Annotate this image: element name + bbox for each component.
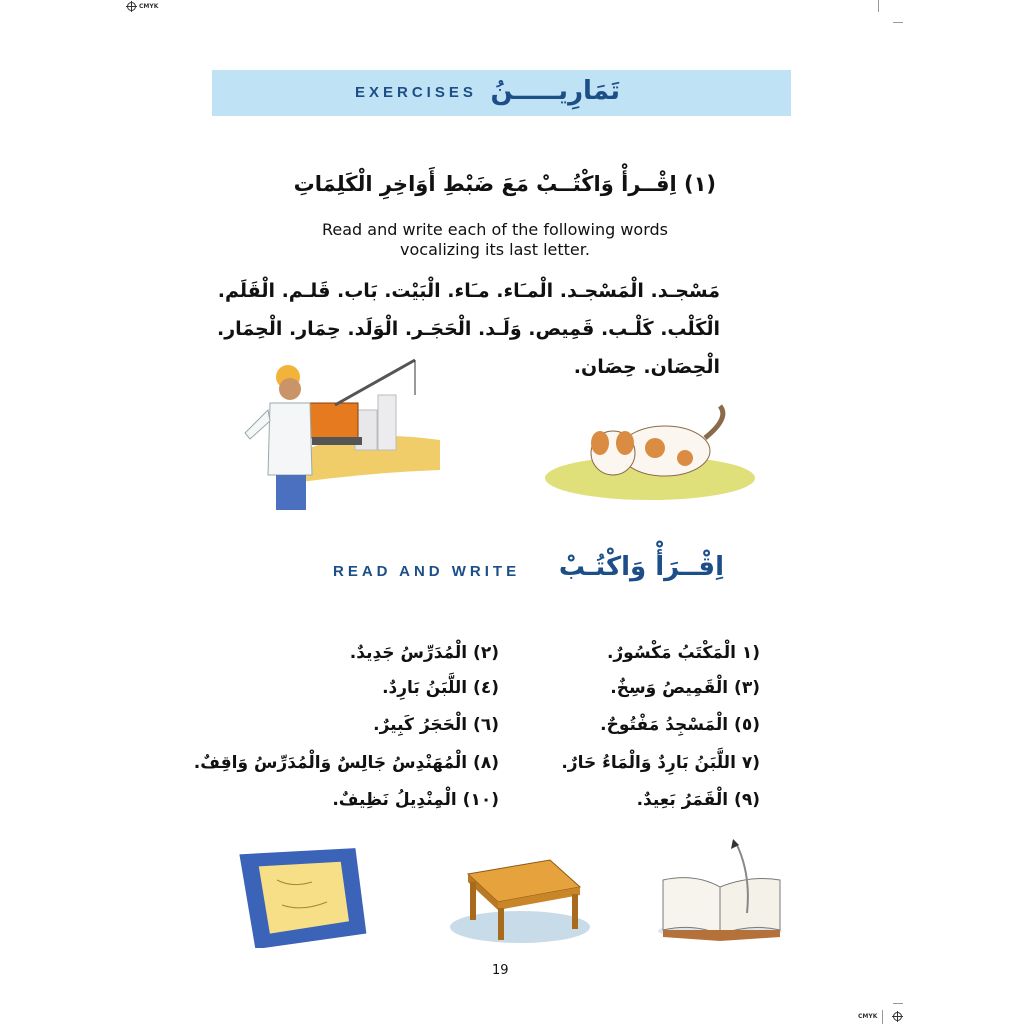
cmyk-mark-bottom: CMYK [858, 1013, 878, 1020]
section2-title-en: READ AND WRITE [333, 563, 521, 580]
sentence-9: (٩) الْقَمَرُ بَعِيدٌ. [636, 790, 760, 810]
table-illustration [440, 852, 600, 948]
registration-mark-icon [127, 2, 136, 11]
exercise1-heading: (١) اِقْــرأْ وَاكْتُــبْ مَعَ ضَبْطِ أَوَاخِرِ الْكَلِمَاتِ [293, 172, 716, 196]
word-line-3: الْحِصَان. حِصَان. [573, 356, 720, 378]
exercise1-instruction [290, 220, 700, 260]
banner-title-en: EXERCISES [355, 84, 477, 101]
instruction-line-1: Read and write each of the following words [322, 220, 668, 239]
trim-mark [878, 0, 879, 12]
sentence-6: (٦) الْحَجَرُ كَبِيرٌ. [373, 715, 499, 735]
section2-title-ar: اِقْــرَأْ وَاكْتُـبْ [558, 552, 724, 582]
word-line-2: الْكَلْب. كَلْـب. قَمِيص. وَلَـد. الْحَجَـر. الْوَلَد. حِمَار. الْحِمَار. [217, 318, 720, 340]
trim-mark [893, 1003, 903, 1004]
page-number: 19 [492, 963, 509, 978]
trim-mark [882, 1010, 883, 1024]
sentence-10: (١٠) الْمِنْدِيلُ نَظِيفٌ. [332, 790, 499, 810]
sentence-7: (٧ اللَّبَنُ بَارِدٌ وَالْمَاءُ حَارٌ. [561, 753, 760, 773]
word-line-1: مَسْجـد. الْمَسْجـد. الْمـَاء. مـَاء. الْبَيْت. بَاب. قَلـم. الْقَلَم. [217, 280, 720, 302]
registration-mark-icon [893, 1012, 902, 1021]
engineer-crane-illustration [240, 355, 440, 510]
sentence-4: (٤) اللَّبَنُ بَارِدٌ. [382, 678, 499, 698]
dog-illustration [545, 403, 760, 503]
sentence-5: (٥) الْمَسْجِدُ مَفْتُوحٌ. [600, 715, 760, 735]
instruction-line-2: vocalizing its last letter. [400, 240, 590, 259]
sentence-8: (٨) الْمُهَنْدِسُ جَالِسٌ وَالْمُدَرِّسُ وَاقِفٌ. [193, 753, 499, 773]
trim-mark [893, 22, 903, 23]
handkerchief-illustration [222, 840, 382, 948]
banner-title-ar: تَمَارِيـــــنُ [490, 76, 620, 106]
sentence-3: (٣) الْقَمِيصُ وَسِخٌ. [610, 678, 760, 698]
book-illustration [655, 835, 785, 943]
cmyk-mark-top: CMYK [139, 3, 159, 10]
sentence-1: (١ الْمَكْتَبُ مَكْسُورٌ. [606, 643, 760, 663]
sentence-2: (٢) الْمُدَرِّسُ جَدِيدٌ. [349, 643, 499, 663]
